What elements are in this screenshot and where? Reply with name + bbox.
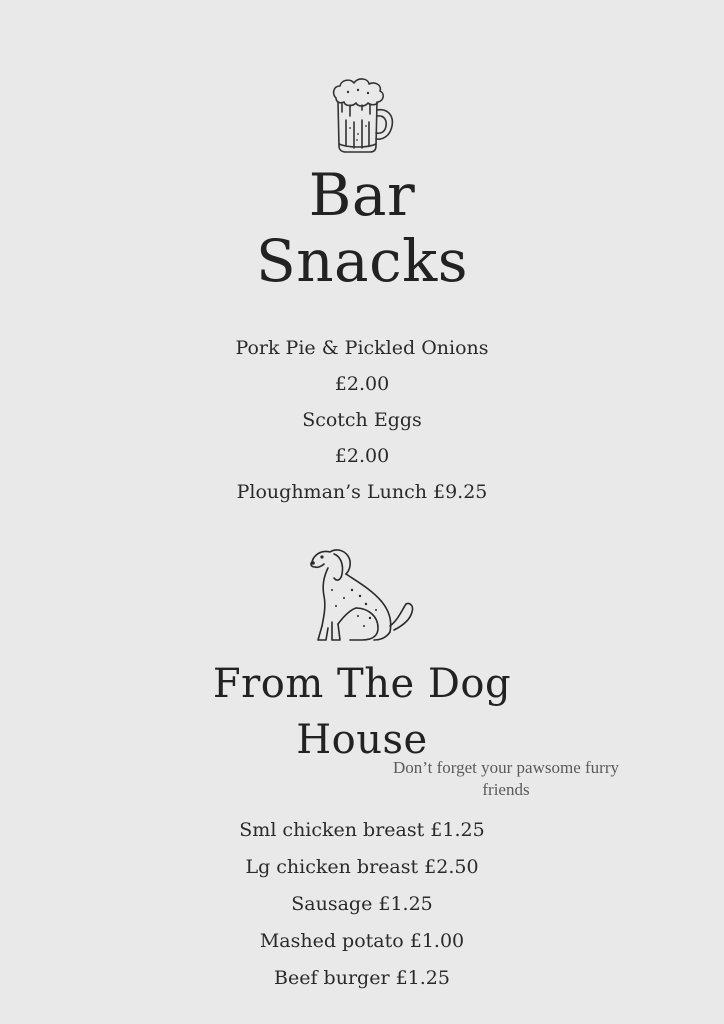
dog-house-title-line1: From The Dog <box>212 661 512 707</box>
dog-house-list <box>0 812 724 997</box>
menu-item: Mashed potato £1.00 <box>259 930 465 952</box>
menu-item: Sausage £1.25 <box>291 893 433 915</box>
dog-icon <box>306 546 418 646</box>
menu-item-price: £2.00 <box>334 373 390 395</box>
bar-snacks-list <box>0 330 724 510</box>
menu-item: Pork Pie & Pickled Onions <box>235 337 489 359</box>
dog-house-title-line2: House <box>296 717 428 763</box>
dog-house-tagline-line2: friends <box>482 780 530 799</box>
dog-house-tagline-line1: Don’t forget your pawsome furry <box>393 758 619 777</box>
menu-item: Beef burger £1.25 <box>274 967 450 989</box>
menu-item-price: £2.00 <box>334 445 390 467</box>
beer-mug-icon <box>328 76 396 154</box>
bar-snacks-title <box>0 162 724 294</box>
menu-item: Sml chicken breast £1.25 <box>239 819 485 841</box>
dog-house-tagline <box>362 757 650 801</box>
menu-item: Scotch Eggs <box>302 409 422 431</box>
menu-item: Ploughman’s Lunch £9.25 <box>236 481 488 503</box>
bar-snacks-title-line1: Bar <box>308 161 416 229</box>
bar-snacks-title-line2: Snacks <box>255 227 469 295</box>
menu-item: Lg chicken breast £2.50 <box>245 856 479 878</box>
dog-house-title <box>200 656 524 768</box>
